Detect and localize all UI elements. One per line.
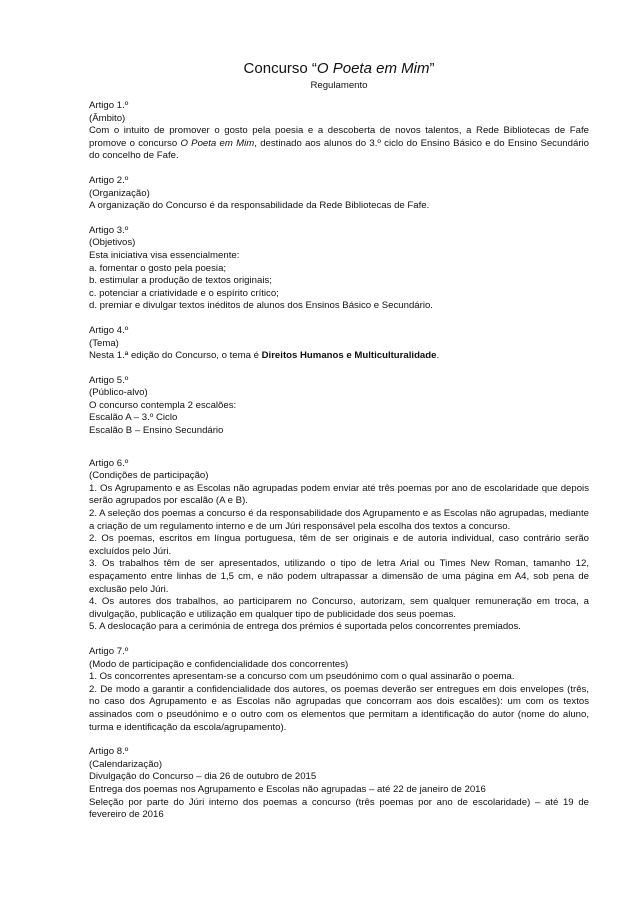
article-section: (Objetivos) [89,237,136,249]
art4-text-a: Nesta 1.ª edição do Concurso, o tema é [89,350,262,362]
article-section: (Condições de participação) [89,470,209,482]
article-line: O concurso contempla 2 escalões: [89,399,237,411]
art1-text-b: , destinado aos alunos do 3.º ciclo do Ensino Básico e do Ensino Secundário do concelho de Fafe. [89,137,589,162]
title-italic: O Poeta em Mim [316,60,430,77]
article-text [89,350,589,363]
article-heading: Artigo 1.º [89,100,129,111]
article-heading: Artigo 6.º [89,457,129,469]
article-text: A organização do Concurso é da responsabilidade da Rede Bibliotecas de Fafe. [89,200,430,212]
title-suffix: ” [429,60,435,77]
article-8 [89,746,589,822]
article-heading: Artigo 4.º [89,324,129,336]
article-paragraph: 2. Os poemas, escritos em língua portuguesa, têm de ser originais e de autoria individual, caso contrário serão excluídos pelo Júri. [89,533,589,557]
article-paragraph: 4. Os autores dos trabalhos, ao participarem no Concurso, autorizam, sem qualquer remuneração em troca, a divulgação, publicação e utilização em qualquer tipo de publicidade dos seus poemas. [89,596,589,620]
article-paragraph: 2. De modo a garantir a confidencialidade dos autores, os poemas deverão ser entregues em dois envelopes (três, no caso dos Agrupamento e as Escolas não agrupadas que concorram aos dois escalões): um com os textos assinados com o pseudónimo e o outro com os elementos que permitam a identificação do autor (nome do aluno, turma e identificação da escola/agrupamento). [89,683,589,733]
article-heading: Artigo 5.º [89,374,129,386]
art1-text-italic: O Poeta em Mim [180,137,255,149]
list-item: b. estimular a produção de textos originais; [89,275,272,287]
article-section: (Organização) [89,187,150,199]
article-paragraph: Entrega dos poemas nos Agrupamento e Escolas não agrupadas – até 22 de janeiro de 2016 [89,783,486,795]
document-page [89,60,589,834]
art4-text-bold: Direitos Humanos e Multiculturalidade [261,350,437,362]
document-title [89,60,589,78]
article-text [89,125,589,163]
art4-text-b: . [436,350,440,362]
title-prefix: Concurso “ [243,60,317,77]
article-4 [89,325,589,363]
article-paragraph: Seleção por parte do Júri interno dos poemas a concurso (três poemas por ano de escolaridade) – até 19 de fevereiro de 2016 [89,796,589,821]
article-paragraph: 1. Os concorrentes apresentam-se a concurso com um pseudónimo com o qual assinarão o poema. [89,671,515,683]
article-section: (Âmbito) [89,112,126,124]
list-item: d. premiar e divulgar textos inéditos de alunos dos Ensinos Básico e Secundário. [89,300,433,312]
article-line: Escalão A – 3.º Ciclo [89,412,178,424]
article-section: (Público-alvo) [89,387,148,399]
article-7 [89,646,589,734]
article-5 [89,375,589,438]
article-section: (Modo de participação e confidencialidade dos concorrentes) [89,658,349,670]
article-heading: Artigo 8.º [89,746,129,758]
article-line: Escalão B – Ensino Secundário [89,425,224,437]
article-1 [89,100,589,163]
article-paragraph: 5. A deslocação para a cerimónia de entrega dos prémios é suportada pelos concorrentes premiados. [89,621,521,633]
article-section: (Tema) [89,337,119,349]
article-6 [89,458,589,634]
article-heading: Artigo 2.º [89,174,129,186]
article-intro: Esta iniciativa visa essencialmente: [89,249,240,261]
art1-text-a: Com o intuito de promover o gosto pela poesia e a descoberta de novos talentos, a Rede Bibliotecas de Fafe promove o concurso [89,125,589,149]
article-3 [89,225,589,313]
article-heading: Artigo 3.º [89,224,129,236]
list-item: c. potenciar a criatividade e o espírito crítico; [89,287,279,299]
article-paragraph: 1. Os Agrupamento e as Escolas não agrupadas podem enviar até três poemas por ano de escolaridade que depois serão agrupados por escalão (A e B). [89,482,589,507]
list-item: a. fomentar o gosto pela poesia; [89,262,227,274]
article-paragraph: 2. A seleção dos poemas a concurso é da responsabilidade dos Agrupamento e as Escolas não agrupadas, mediante a criação de um regulamento interno e de um Júri responsável pela escolha dos textos a concurso. [89,508,589,532]
document-subtitle: Regulamento [310,80,368,91]
article-paragraph: Divulgação do Concurso – dia 26 de outubro de 2015 [89,771,317,783]
article-section: (Calendarização) [89,758,163,770]
article-heading: Artigo 7.º [89,645,129,657]
article-2 [89,175,589,213]
article-paragraph: 3. Os trabalhos têm de ser apresentados, utilizando o tipo de letra Arial ou Times New Roman, tamanho 12, espaçamento entre linhas de 1,5 cm, e não podem ultrapassar a dimensão de uma página em A4, sob pena de exclusão pelo Júri. [89,558,589,595]
